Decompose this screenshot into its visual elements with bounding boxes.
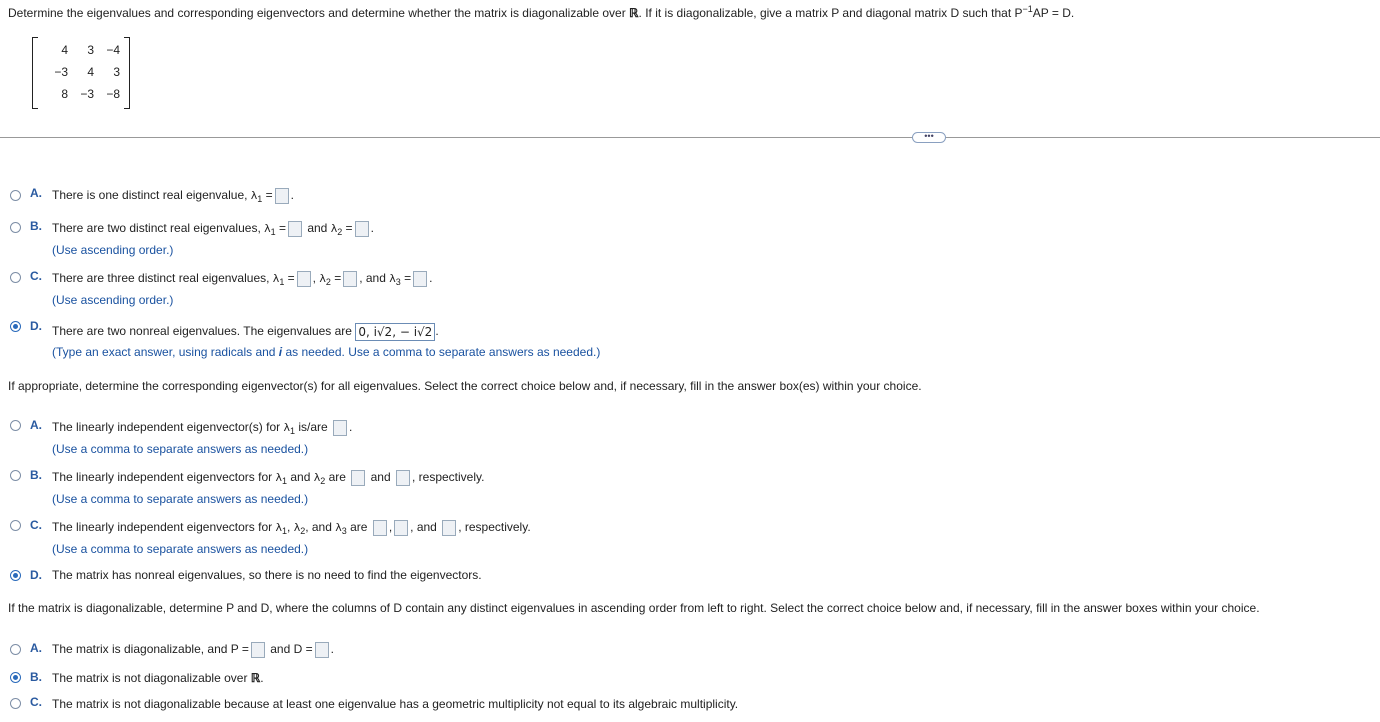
problem-text-mid: . If it is diagonalizable, give a matrix P and diagonal matrix D such that P — [638, 6, 1023, 20]
q1-c-and: , and — [359, 271, 390, 286]
q2-b-and: and — [287, 470, 314, 485]
q2-b-and2: and — [367, 470, 394, 485]
q2-radio-a[interactable] — [10, 420, 21, 431]
q1-d-hint-post: as needed. Use a comma to separate answers as needed.) — [282, 345, 601, 359]
q3-radio-a[interactable] — [10, 644, 21, 655]
q2-option-d: The matrix has nonreal eigenvalues, so there is no need to find the eigenvectors. — [52, 568, 482, 582]
q2-a-eigenvector-input[interactable] — [333, 420, 347, 436]
q2-c-hint: (Use a comma to separate answers as needed.) — [52, 542, 309, 556]
q2-b-vector1-input[interactable] — [351, 470, 365, 486]
q2-c-vector1-input[interactable] — [373, 520, 387, 536]
q2-radio-c[interactable] — [10, 520, 21, 531]
q2-option-b: The linearly independent eigenvectors for $\lambda_1$ and $\lambda_2$ are and , respectively. — [52, 470, 485, 487]
q1-a-eq: = — [262, 188, 273, 203]
q2-option-a: The linearly independent eigenvector(s) for $\lambda_1$ is/are . — [52, 420, 353, 437]
q3-radio-b[interactable] — [10, 672, 21, 683]
q1-c-lambda3-input[interactable] — [413, 271, 427, 287]
q1-d-hint — [52, 345, 600, 359]
q3-option-a: The matrix is diagonalizable, and P = and D = . — [52, 642, 334, 657]
matrix-row — [44, 39, 122, 61]
q1-b-and: and — [303, 221, 331, 236]
matrix — [32, 37, 130, 107]
q2-c-are: are — [346, 520, 368, 535]
q2-letter-a: A. — [30, 418, 42, 432]
q1-b-eq: = — [275, 221, 286, 236]
q2-c-text: The linearly independent eigenvectors for — [52, 520, 276, 535]
q1-b-lambda1-input[interactable] — [288, 221, 302, 237]
q1-d-hint-i: i — [278, 345, 283, 359]
q2-c-vector3-input[interactable] — [442, 520, 456, 536]
q1-option-d: There are two nonreal eigenvalues. The eigenvalues are 0, i√2, − i√2 . — [52, 324, 439, 339]
matrix-cell: −3 — [54, 65, 68, 79]
inverse-superscript: −1 — [1022, 4, 1033, 14]
q1-radio-d[interactable] — [10, 321, 21, 332]
q1-d-text: There are two nonreal eigenvalues. The eigenvalues are — [52, 324, 356, 339]
q1-c-lambda2-input[interactable] — [343, 271, 357, 287]
q2-c-vector2-input[interactable] — [394, 520, 408, 536]
q3-prompt: If the matrix is diagonalizable, determine P and D, where the columns of D contain any distinct eigenvalues in ascending order from left to right. Select the correct choice below and, if necessary, fill in the answer boxes within your choice. — [8, 601, 1260, 615]
matrix-row — [44, 61, 122, 83]
q2-letter-b: B. — [30, 468, 42, 482]
q2-c-and: , and — [305, 520, 336, 535]
q3-b-text: The matrix is not diagonalizable over — [52, 671, 251, 685]
q2-a-post: is/are — [295, 420, 328, 435]
q2-b-vector2-input[interactable] — [396, 470, 410, 486]
q1-b-lambda2-input[interactable] — [355, 221, 369, 237]
section-divider — [0, 137, 1380, 138]
lambda-symbol: λ — [335, 521, 342, 535]
matrix-cell: 8 — [61, 87, 68, 101]
q2-a-text: The linearly independent eigenvector(s) for — [52, 420, 284, 435]
q1-letter-c: C. — [30, 269, 42, 283]
q1-c-eq: = — [284, 271, 295, 286]
q1-radio-c[interactable] — [10, 272, 21, 283]
matrix-cell: −4 — [106, 43, 120, 57]
matrix-cell: −8 — [106, 87, 120, 101]
q3-option-c: The matrix is not diagonalizable because at least one eigenvalue has a geometric multiplicity not equal to its algebraic multiplicity. — [52, 697, 739, 711]
problem-statement — [8, 6, 1074, 20]
q2-prompt: If appropriate, determine the corresponding eigenvector(s) for all eigenvalues. Select the correct choice below and, if necessary, fill in the answer box(es) within your choice. — [8, 379, 922, 393]
q3-letter-a: A. — [30, 641, 42, 655]
lambda-symbol: λ — [283, 421, 290, 435]
q2-radio-b[interactable] — [10, 470, 21, 481]
q1-radio-a[interactable] — [10, 190, 21, 201]
q3-radio-c[interactable] — [10, 698, 21, 709]
q2-b-text: The linearly independent eigenvectors for — [52, 470, 276, 485]
lambda-symbol: λ — [293, 521, 301, 535]
problem-text-before: Determine the eigenvalues and corresponding eigenvectors and determine whether the matrix is diagonalizable over — [8, 6, 630, 20]
q3-a-d-input[interactable] — [315, 642, 329, 658]
q1-c-eq3: = — [400, 271, 412, 286]
q1-option-a: There is one distinct real eigenvalue, $\lambda_1$ = . — [52, 188, 294, 205]
q2-option-c: The linearly independent eigenvectors for $\lambda_1$, $\lambda_2$, and $\lambda_3$ are , , and , respectively. — [52, 520, 531, 537]
q1-c-text: There are three distinct real eigenvalues, — [52, 271, 273, 286]
q2-radio-d[interactable] — [10, 570, 21, 581]
lambda-symbol: λ — [264, 222, 271, 236]
q1-letter-d: D. — [30, 319, 42, 333]
q1-radio-b[interactable] — [10, 222, 21, 233]
q2-letter-d: D. — [30, 568, 42, 582]
lambda-symbol: λ — [330, 222, 338, 236]
q3-a-and: and D = — [266, 642, 313, 657]
q1-c-hint: (Use ascending order.) — [52, 293, 174, 307]
q3-letter-b: B. — [30, 670, 42, 684]
q1-option-c: There are three distinct real eigenvalues, $\lambda_1$ = , $\lambda_2$ = , and $\lambda_3$ = . — [52, 271, 433, 288]
q1-letter-b: B. — [30, 219, 42, 233]
q3-option-b — [52, 671, 264, 685]
lambda-symbol: λ — [275, 471, 282, 485]
q1-a-lambda1-input[interactable] — [275, 188, 289, 204]
q2-b-are: are — [325, 470, 346, 485]
lambda-symbol: λ — [275, 521, 282, 535]
matrix-cell: 4 — [87, 65, 94, 79]
matrix-cell: 4 — [61, 43, 68, 57]
matrix-row — [44, 83, 122, 105]
q1-a-text: There is one distinct real eigenvalue, — [52, 188, 251, 203]
expand-more-button[interactable]: ••• — [912, 132, 946, 143]
q2-a-hint: (Use a comma to separate answers as needed.) — [52, 442, 309, 456]
matrix-cell: 3 — [113, 65, 120, 79]
matrix-cell: −3 — [80, 87, 94, 101]
q2-letter-c: C. — [30, 518, 42, 532]
q3-letter-c: C. — [30, 695, 42, 709]
q3-b-end: . — [260, 671, 264, 685]
q1-letter-a: A. — [30, 186, 42, 200]
q1-d-eigenvalues-answer[interactable]: 0, i√2, − i√2 — [355, 323, 435, 341]
lambda-symbol: λ — [250, 189, 258, 203]
matrix-right-bracket — [124, 37, 130, 109]
lambda-symbol: λ — [313, 471, 321, 485]
real-field-symbol: ℝ — [250, 671, 261, 685]
matrix-entries — [44, 39, 122, 105]
q2-c-comma: , — [287, 520, 294, 535]
real-field-symbol: ℝ — [629, 6, 639, 20]
lambda-symbol: λ — [319, 272, 326, 286]
q2-c-respectively: , respectively. — [458, 520, 531, 535]
q1-b-text: There are two distinct real eigenvalues, — [52, 221, 265, 236]
q1-b-eq2: = — [342, 221, 353, 236]
q1-d-hint-pre: (Type an exact answer, using radicals and — [52, 345, 279, 359]
q1-option-b: There are two distinct real eigenvalues, $\lambda_1$ = and $\lambda_2$ = . — [52, 221, 374, 238]
q3-a-p-input[interactable] — [251, 642, 265, 658]
lambda-symbol: λ — [389, 272, 396, 286]
matrix-cell: 3 — [87, 43, 94, 57]
q1-c-lambda1-input[interactable] — [297, 271, 311, 287]
q2-b-hint: (Use a comma to separate answers as needed.) — [52, 492, 309, 506]
q3-a-text: The matrix is diagonalizable, and P = — [52, 642, 249, 657]
q1-b-hint: (Use ascending order.) — [52, 243, 174, 257]
matrix-left-bracket — [32, 37, 38, 109]
lambda-symbol: λ — [272, 272, 280, 286]
problem-text-after: AP = D. — [1032, 6, 1075, 20]
q2-b-respectively: , respectively. — [411, 470, 485, 485]
q1-c-eq2: = — [330, 271, 342, 286]
